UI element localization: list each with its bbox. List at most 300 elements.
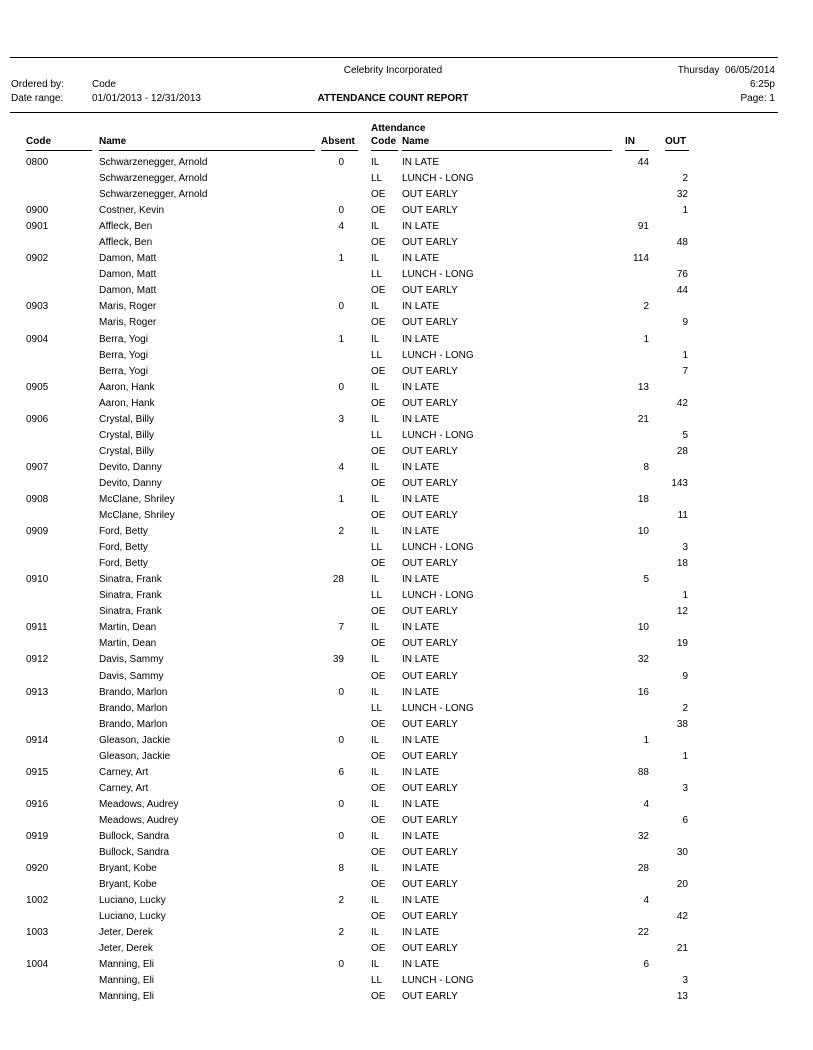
table-row — [0, 782, 813, 798]
table-row — [0, 316, 813, 332]
cell-attendance-code: IL — [371, 221, 380, 233]
cell-name: Bullock, Sandra — [99, 847, 170, 859]
cell-name: Damon, Matt — [99, 253, 157, 265]
cell-name: Schwarzenegger, Arnold — [99, 173, 208, 185]
cell-out: 18 — [676, 558, 688, 570]
table-row — [0, 349, 813, 365]
cell-code: 0910 — [26, 574, 49, 586]
table-row — [0, 204, 813, 220]
cell-name: Sinatra, Frank — [99, 574, 162, 586]
cell-attendance-code: IL — [371, 333, 380, 345]
cell-attendance-code: IL — [371, 461, 380, 473]
cell-absent: 4 — [338, 221, 344, 233]
page-number: Page: 1 — [740, 93, 775, 104]
cell-out: 28 — [676, 445, 688, 457]
table-row — [0, 621, 813, 637]
cell-in: 6 — [643, 959, 649, 971]
cell-out: 76 — [676, 269, 688, 281]
cell-code: 0909 — [26, 526, 49, 538]
table-row — [0, 718, 813, 734]
cell-in: 21 — [637, 413, 649, 425]
cell-name: Devito, Danny — [99, 477, 162, 489]
cell-name: Maris, Roger — [99, 301, 157, 313]
cell-attendance-name: LUNCH - LONG — [402, 975, 474, 987]
cell-name: Crystal, Billy — [99, 413, 155, 425]
table-row — [0, 974, 813, 990]
cell-name: Bryant, Kobe — [99, 863, 157, 875]
cell-attendance-name: OUT EARLY — [402, 750, 458, 762]
cell-name: Gleason, Jackie — [99, 750, 171, 762]
cell-out: 9 — [682, 670, 688, 682]
table-row — [0, 365, 813, 381]
cell-name: Gleason, Jackie — [99, 734, 171, 746]
cell-out: 44 — [676, 285, 688, 297]
cell-attendance-code: OE — [371, 317, 386, 329]
table-row — [0, 926, 813, 942]
cell-attendance-name: IN LATE — [402, 493, 440, 505]
table-row — [0, 493, 813, 509]
table-row — [0, 220, 813, 236]
table-row — [0, 958, 813, 974]
cell-in: 32 — [637, 830, 649, 842]
cell-attendance-code: OE — [371, 477, 386, 489]
cell-attendance-code: LL — [371, 429, 383, 441]
table-row — [0, 878, 813, 894]
cell-attendance-code: IL — [371, 526, 380, 538]
cell-name: Ford, Betty — [99, 526, 148, 538]
table-row — [0, 862, 813, 878]
cell-code: 0915 — [26, 766, 49, 778]
cell-attendance-name: OUT EARLY — [402, 237, 458, 249]
cell-attendance-name: IN LATE — [402, 927, 440, 939]
cell-attendance-code: OE — [371, 558, 386, 570]
cell-name: Devito, Danny — [99, 461, 162, 473]
cell-absent: 0 — [338, 301, 344, 313]
cell-in: 5 — [643, 574, 649, 586]
cell-attendance-code: OE — [371, 397, 386, 409]
cell-attendance-code: IL — [371, 959, 380, 971]
cell-attendance-code: IL — [371, 253, 380, 265]
cell-name: Sinatra, Frank — [99, 590, 162, 602]
cell-attendance-code: OE — [371, 879, 386, 891]
cell-attendance-code: OE — [371, 205, 386, 217]
cell-attendance-name: IN LATE — [402, 959, 440, 971]
cell-attendance-code: OE — [371, 991, 386, 1003]
date-range-value: 01/01/2013 - 12/31/2013 — [92, 93, 201, 104]
cell-name: Bryant, Kobe — [99, 879, 157, 891]
cell-attendance-code: OE — [371, 847, 386, 859]
cell-attendance-name: IN LATE — [402, 622, 440, 634]
header-rule — [10, 112, 778, 113]
cell-name: Brando, Marlon — [99, 686, 168, 698]
table-row — [0, 942, 813, 958]
table-row — [0, 750, 813, 766]
cell-out: 1 — [682, 750, 688, 762]
table-row — [0, 300, 813, 316]
cell-in: 32 — [637, 654, 649, 666]
underline-name — [99, 150, 315, 151]
cell-out: 7 — [682, 365, 688, 377]
cell-name: Berra, Yogi — [99, 349, 148, 361]
cell-attendance-name: OUT EARLY — [402, 397, 458, 409]
table-row — [0, 525, 813, 541]
cell-name: Damon, Matt — [99, 269, 157, 281]
cell-absent: 2 — [338, 895, 344, 907]
cell-code: 0908 — [26, 493, 49, 505]
cell-in: 44 — [637, 157, 649, 168]
cell-attendance-name: IN LATE — [402, 333, 440, 345]
cell-name: Costner, Kevin — [99, 205, 165, 217]
cell-attendance-name: IN LATE — [402, 654, 440, 666]
table-row — [0, 156, 813, 172]
table-row — [0, 172, 813, 188]
cell-name: Crystal, Billy — [99, 445, 155, 457]
cell-attendance-code: OE — [371, 814, 386, 826]
cell-attendance-code: IL — [371, 830, 380, 842]
cell-attendance-name: IN LATE — [402, 863, 440, 875]
cell-attendance-name: OUT EARLY — [402, 814, 458, 826]
cell-name: Schwarzenegger, Arnold — [99, 157, 208, 168]
cell-attendance-name: IN LATE — [402, 798, 440, 810]
table-row — [0, 653, 813, 669]
cell-out: 42 — [676, 397, 688, 409]
cell-attendance-code: IL — [371, 493, 380, 505]
cell-name: Ford, Betty — [99, 558, 148, 570]
table-row — [0, 509, 813, 525]
cell-out: 38 — [676, 718, 688, 730]
cell-attendance-name: IN LATE — [402, 895, 440, 907]
cell-attendance-name: IN LATE — [402, 381, 440, 393]
cell-absent: 0 — [338, 798, 344, 810]
cell-out: 1 — [682, 590, 688, 602]
cell-attendance-code: OE — [371, 189, 386, 201]
underline-out — [665, 150, 689, 151]
underline-att-name — [402, 150, 612, 151]
cell-name: Carney, Art — [99, 782, 149, 794]
cell-attendance-code: LL — [371, 542, 383, 554]
cell-attendance-name: IN LATE — [402, 301, 440, 313]
cell-absent: 7 — [338, 622, 344, 634]
cell-attendance-name: OUT EARLY — [402, 638, 458, 650]
cell-absent: 39 — [332, 654, 344, 666]
table-row — [0, 990, 813, 1006]
cell-attendance-code: OE — [371, 365, 386, 377]
table-row — [0, 605, 813, 621]
cell-code: 0912 — [26, 654, 49, 666]
cell-code: 1004 — [26, 959, 49, 971]
cell-attendance-name: OUT EARLY — [402, 558, 458, 570]
cell-name: Ford, Betty — [99, 542, 148, 554]
table-row — [0, 461, 813, 477]
cell-absent: 1 — [338, 253, 344, 265]
cell-out: 3 — [682, 975, 688, 987]
cell-attendance-name: LUNCH - LONG — [402, 269, 474, 281]
cell-name: Manning, Eli — [99, 975, 155, 987]
cell-attendance-code: IL — [371, 927, 380, 939]
cell-name: Bullock, Sandra — [99, 830, 170, 842]
cell-code: 0907 — [26, 461, 49, 473]
cell-absent: 6 — [338, 766, 344, 778]
cell-in: 114 — [633, 253, 649, 265]
cell-absent: 0 — [338, 205, 344, 217]
cell-attendance-name: IN LATE — [402, 766, 440, 778]
cell-absent: 0 — [338, 830, 344, 842]
cell-absent: 2 — [338, 927, 344, 939]
cell-name: Crystal, Billy — [99, 429, 155, 441]
cell-absent: 8 — [338, 863, 344, 875]
table-row — [0, 477, 813, 493]
cell-in: 13 — [637, 381, 649, 393]
cell-attendance-code: LL — [371, 590, 383, 602]
table-row — [0, 268, 813, 284]
cell-in: 8 — [643, 461, 649, 473]
cell-attendance-code: LL — [371, 702, 383, 714]
table-row — [0, 397, 813, 413]
cell-code: 1002 — [26, 895, 49, 907]
attendance-table — [0, 156, 813, 1006]
col-header-in: IN — [625, 136, 635, 147]
cell-in: 2 — [643, 301, 649, 313]
report-title: ATTENDANCE COUNT REPORT — [317, 93, 469, 104]
cell-out: 11 — [677, 510, 688, 522]
cell-attendance-code: IL — [371, 766, 380, 778]
underline-code — [26, 150, 92, 151]
cell-name: Manning, Eli — [99, 959, 155, 971]
cell-code: 0903 — [26, 301, 49, 313]
underline-absent — [321, 150, 358, 151]
cell-name: Manning, Eli — [99, 991, 155, 1003]
cell-name: Luciano, Lucky — [99, 911, 166, 923]
cell-absent: 1 — [338, 333, 344, 345]
table-row — [0, 188, 813, 204]
col-header-absent: Absent — [321, 136, 355, 147]
table-row — [0, 910, 813, 926]
cell-absent: 2 — [338, 526, 344, 538]
cell-in: 1 — [643, 734, 649, 746]
cell-attendance-code: IL — [371, 863, 380, 875]
cell-name: Schwarzenegger, Arnold — [99, 189, 208, 201]
cell-attendance-code: IL — [371, 381, 380, 393]
cell-attendance-name: OUT EARLY — [402, 285, 458, 297]
cell-attendance-code: IL — [371, 413, 380, 425]
cell-absent: 4 — [338, 461, 344, 473]
cell-out: 5 — [682, 429, 688, 441]
ordered-by-label: Ordered by: — [11, 79, 64, 90]
cell-attendance-name: OUT EARLY — [402, 365, 458, 377]
col-header-att-name: Name — [402, 136, 430, 147]
cell-code: 0911 — [26, 622, 48, 634]
cell-name: Aaron, Hank — [99, 397, 155, 409]
table-row — [0, 589, 813, 605]
cell-out: 2 — [682, 173, 688, 185]
table-row — [0, 798, 813, 814]
date-range-label: Date range: — [11, 93, 64, 104]
cell-in: 18 — [637, 493, 649, 505]
cell-name: Brando, Marlon — [99, 718, 168, 730]
table-row — [0, 252, 813, 268]
table-row — [0, 413, 813, 429]
cell-name: McClane, Shriley — [99, 510, 175, 522]
cell-code: 0900 — [26, 205, 49, 217]
cell-attendance-name: IN LATE — [402, 526, 440, 538]
cell-out: 1 — [682, 205, 688, 217]
cell-attendance-name: IN LATE — [402, 461, 440, 473]
table-row — [0, 557, 813, 573]
cell-attendance-name: OUT EARLY — [402, 189, 458, 201]
cell-code: 0913 — [26, 686, 49, 698]
cell-absent: 0 — [338, 381, 344, 393]
cell-attendance-name: OUT EARLY — [402, 510, 458, 522]
cell-in: 4 — [643, 798, 649, 810]
cell-attendance-name: LUNCH - LONG — [402, 349, 474, 361]
cell-in: 1 — [643, 333, 649, 345]
cell-attendance-code: IL — [371, 301, 380, 313]
cell-name: Davis, Sammy — [99, 654, 164, 666]
cell-out: 2 — [682, 702, 688, 714]
cell-code: 0905 — [26, 381, 49, 393]
cell-name: Jeter, Derek — [99, 943, 153, 955]
cell-attendance-code: OE — [371, 943, 386, 955]
cell-attendance-name: OUT EARLY — [402, 670, 458, 682]
cell-absent: 1 — [338, 493, 344, 505]
cell-in: 4 — [643, 895, 649, 907]
cell-attendance-name: OUT EARLY — [402, 606, 458, 618]
col-header-attendance: Attendance — [371, 123, 426, 134]
cell-code: 0800 — [26, 157, 49, 168]
cell-attendance-code: OE — [371, 237, 386, 249]
cell-name: Martin, Dean — [99, 622, 157, 634]
cell-name: Affleck, Ben — [99, 237, 153, 249]
cell-code: 0906 — [26, 413, 49, 425]
cell-attendance-name: OUT EARLY — [402, 317, 458, 329]
cell-in: 91 — [637, 221, 649, 233]
cell-code: 0919 — [26, 830, 49, 842]
cell-absent: 0 — [338, 959, 344, 971]
cell-attendance-code: LL — [371, 173, 383, 185]
cell-code: 0920 — [26, 863, 49, 875]
cell-out: 21 — [676, 943, 688, 955]
cell-out: 32 — [676, 189, 688, 201]
cell-in: 16 — [637, 686, 649, 698]
cell-name: Maris, Roger — [99, 317, 157, 329]
col-header-att-code: Code — [371, 136, 396, 147]
cell-attendance-code: IL — [371, 798, 380, 810]
cell-attendance-name: OUT EARLY — [402, 477, 458, 489]
cell-attendance-name: IN LATE — [402, 686, 440, 698]
cell-attendance-name: OUT EARLY — [402, 911, 458, 923]
cell-name: Aaron, Hank — [99, 381, 155, 393]
table-row — [0, 766, 813, 782]
cell-name: Meadows, Audrey — [99, 814, 179, 826]
cell-attendance-name: OUT EARLY — [402, 205, 458, 217]
cell-attendance-name: LUNCH - LONG — [402, 542, 474, 554]
cell-attendance-code: OE — [371, 750, 386, 762]
cell-attendance-name: IN LATE — [402, 221, 440, 233]
underline-in — [625, 150, 649, 151]
cell-out: 1 — [682, 349, 688, 361]
cell-out: 20 — [676, 879, 688, 891]
cell-out: 42 — [676, 911, 688, 923]
cell-name: Davis, Sammy — [99, 670, 164, 682]
cell-attendance-name: LUNCH - LONG — [402, 173, 474, 185]
cell-attendance-name: LUNCH - LONG — [402, 429, 474, 441]
cell-attendance-name: OUT EARLY — [402, 445, 458, 457]
cell-attendance-code: IL — [371, 686, 380, 698]
cell-attendance-code: OE — [371, 606, 386, 618]
cell-attendance-name: OUT EARLY — [402, 847, 458, 859]
cell-attendance-code: LL — [371, 269, 383, 281]
cell-in: 22 — [637, 927, 649, 939]
cell-out: 48 — [676, 237, 688, 249]
cell-out: 13 — [676, 991, 688, 1003]
cell-name: Martin, Dean — [99, 638, 157, 650]
cell-name: McClane, Shriley — [99, 493, 175, 505]
table-row — [0, 573, 813, 589]
report-time: 6:25p — [749, 79, 775, 90]
cell-attendance-name: IN LATE — [402, 830, 440, 842]
cell-attendance-code: IL — [371, 895, 380, 907]
cell-attendance-code: OE — [371, 782, 386, 794]
cell-attendance-name: IN LATE — [402, 734, 440, 746]
table-row — [0, 445, 813, 461]
col-header-out: OUT — [665, 136, 687, 147]
cell-attendance-name: OUT EARLY — [402, 879, 458, 891]
cell-code: 1003 — [26, 927, 49, 939]
table-row — [0, 670, 813, 686]
cell-code: 0916 — [26, 798, 49, 810]
table-row — [0, 830, 813, 846]
cell-name: Carney, Art — [99, 766, 149, 778]
cell-attendance-name: OUT EARLY — [402, 991, 458, 1003]
cell-attendance-code: OE — [371, 718, 386, 730]
cell-out: 30 — [676, 847, 688, 859]
cell-name: Jeter, Derek — [99, 927, 153, 939]
cell-code: 0902 — [26, 253, 49, 265]
table-row — [0, 686, 813, 702]
table-row — [0, 702, 813, 718]
table-row — [0, 734, 813, 750]
cell-in: 10 — [637, 622, 649, 634]
cell-attendance-name: IN LATE — [402, 574, 440, 586]
cell-name: Luciano, Lucky — [99, 895, 166, 907]
cell-name: Brando, Marlon — [99, 702, 168, 714]
cell-in: 10 — [637, 526, 649, 538]
cell-attendance-name: OUT EARLY — [402, 718, 458, 730]
cell-name: Berra, Yogi — [99, 333, 148, 345]
cell-attendance-name: LUNCH - LONG — [402, 702, 474, 714]
cell-out: 6 — [682, 814, 688, 826]
cell-attendance-code: IL — [371, 622, 380, 634]
table-row — [0, 333, 813, 349]
cell-attendance-code: IL — [371, 734, 380, 746]
cell-code: 0904 — [26, 333, 49, 345]
cell-absent: 0 — [338, 734, 344, 746]
table-row — [0, 284, 813, 300]
cell-attendance-code: OE — [371, 445, 386, 457]
ordered-by-value: Code — [92, 79, 116, 90]
cell-out: 3 — [682, 782, 688, 794]
cell-attendance-name: IN LATE — [402, 253, 440, 265]
cell-attendance-name: OUT EARLY — [402, 782, 458, 794]
cell-attendance-name: LUNCH - LONG — [402, 590, 474, 602]
cell-out: 9 — [682, 317, 688, 329]
cell-out: 143 — [671, 477, 688, 489]
cell-in: 88 — [637, 766, 649, 778]
cell-attendance-code: OE — [371, 670, 386, 682]
cell-attendance-code: OE — [371, 911, 386, 923]
cell-out: 3 — [682, 542, 688, 554]
cell-out: 12 — [676, 606, 688, 618]
